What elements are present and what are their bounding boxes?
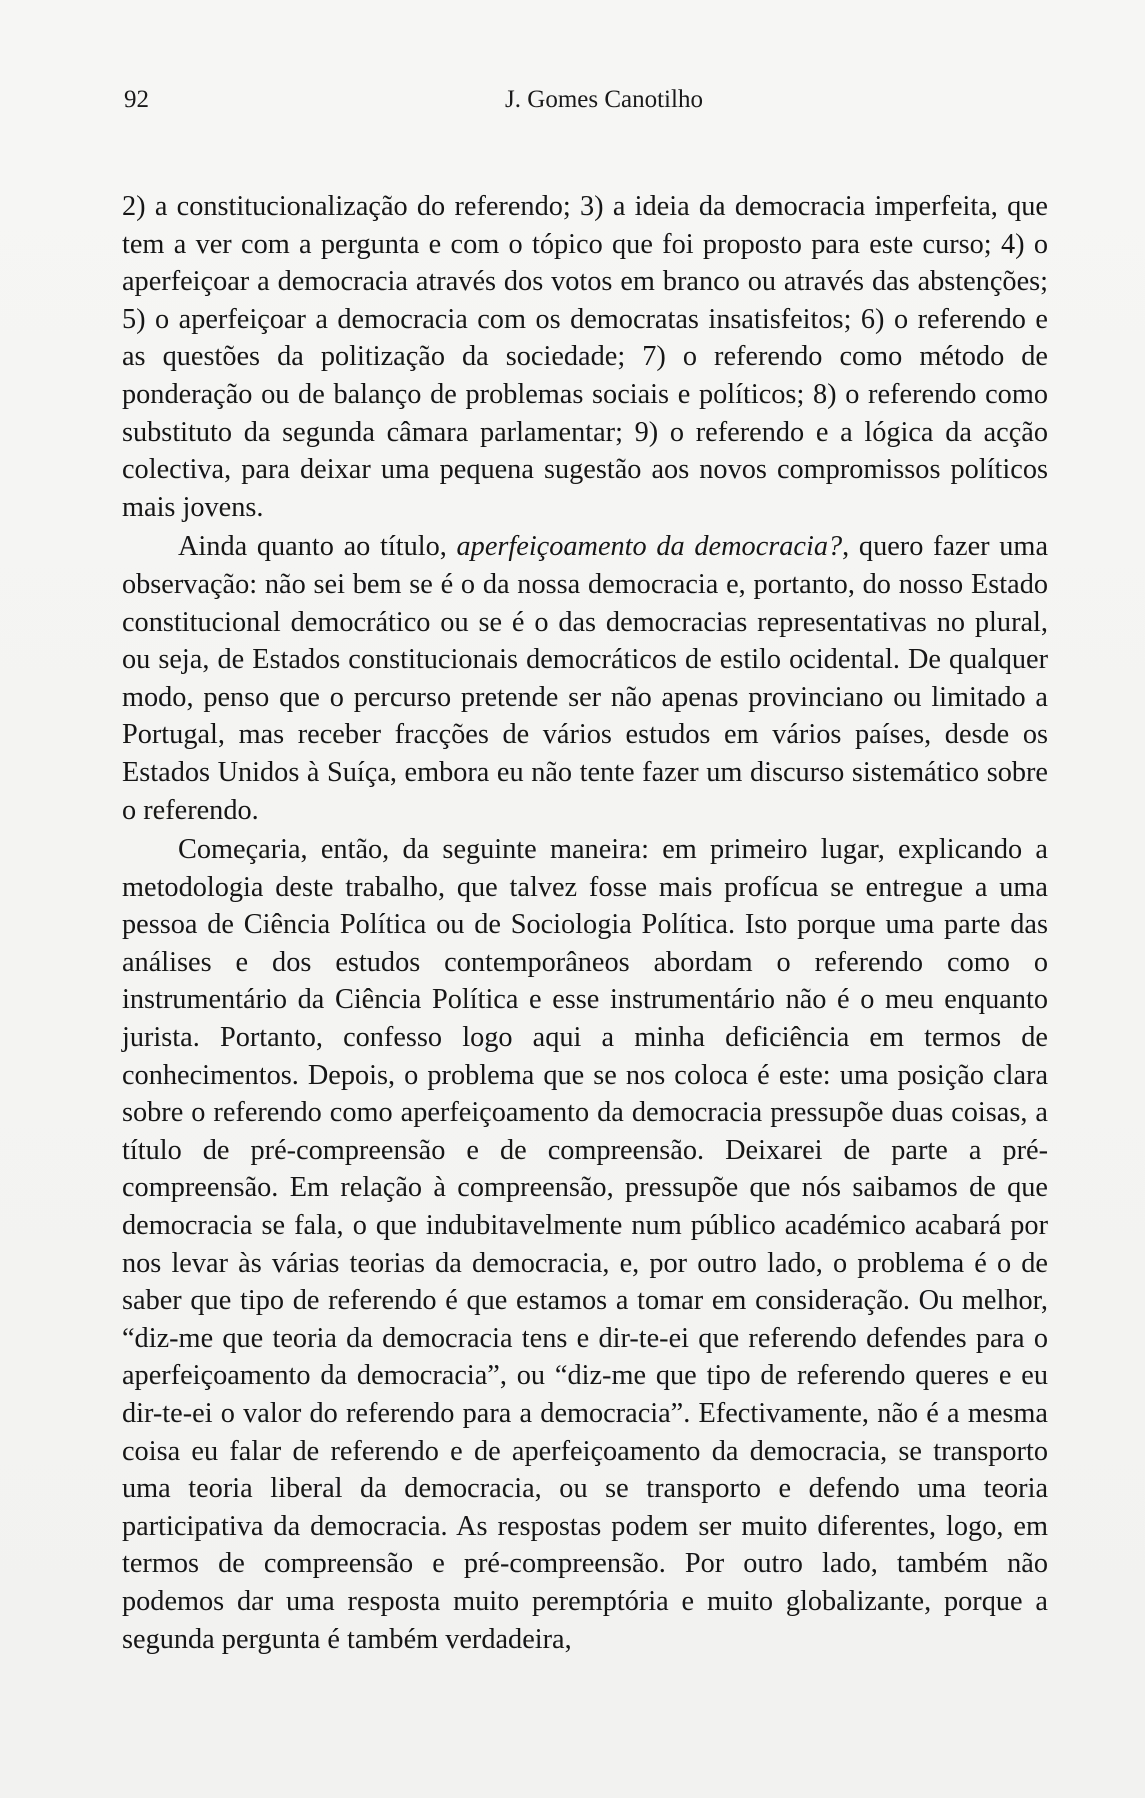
text-body — [122, 188, 1048, 1658]
paragraph-2-start: Ainda quanto ao título, — [178, 531, 457, 563]
page-header — [124, 86, 1044, 120]
paragraph-1: 2) a constitucionalização do referendo; 3) a ideia da democracia imperfeita, que tem a ver com a pergunta e com o tópico que foi proposto para este curso; 4) o aperfeiçoar a democracia através dos votos em branco ou através das abstenções; 5) o aperfeiçoar a democracia com os democratas insatisfeitos; 6) o referendo e as questões da politização da sociedade; 7) o referendo como método de ponderação ou de balanço de problemas sociais e políticos; 8) o referendo como substituto da segunda câmara parlamentar; 9) o referendo e a lógica da acção colectiva, para deixar uma pequena sugestão aos novos compromissos políticos mais jovens. — [122, 191, 1048, 523]
running-head: J. Gomes Canotilho — [505, 86, 703, 113]
paragraph-2-rest: , quero fazer uma observação: não sei bem se é o da nossa democracia e, portanto, do nosso Estado constitucional democrático ou se é o das democracias representativas no plural, ou seja, de Estados constitucionais democráticos de estilo ocidental. De qualquer modo, penso que o percurso pretende ser não apenas provinciano ou limitado a Portugal, mas receber fracções de vários estudos em vários países, desde os Estados Unidos à Suíça, embora eu não tente fazer um discurso sistemático sobre o referendo. — [122, 531, 1049, 826]
italic-title: aperfeiçoamento da democracia? — [456, 531, 843, 563]
paragraph-3: Começaria, então, da seguinte maneira: em primeiro lugar, explicando a metodologia deste trabalho, que talvez fosse mais profícua se entregue a uma pessoa de Ciência Política ou de Sociologia Política. Isto porque uma parte das análises e dos estudos contemporâneos abordam o referendo como o instrumentário da Ciência Política e esse instrumentário não é o meu enquanto jurista. Portanto, confesso logo aqui a minha deficiência em termos de conhecimentos. Depois, o problema que se nos coloca é este: uma posição clara sobre o referendo como aperfeiçoamento da democracia pressupõe duas coisas, a título de pré-compreensão e de compreensão. Deixarei de parte a pré-compreensão. Em relação à compreensão, pressupõe que nós saibamos de que democracia se fala, o que indubitavelmente num público académico acabará por nos levar às várias teorias da democracia, e, por outro lado, o problema é o de saber que tipo de referendo é que estamos a tomar em consideração. Ou melhor, “diz-me que teoria da democracia tens e dir-te-ei que referendo defendes para o aperfeiçoamento da democracia”, ou “diz-me que tipo de referendo queres e eu dir-te-ei o valor do referendo para a democracia”. Efectivamente, não é a mesma coisa eu falar de referendo e de aperfeiçoamento da democracia, se transporto uma teoria liberal da democracia, ou se transporto e defendo uma teoria participativa da democracia. As respostas podem ser muito diferentes, logo, em termos de compreensão e pré-compreensão. Por outro lado, também não podemos dar uma resposta muito peremptória e muito globalizante, porque a segunda pergunta é também verdadeira, — [122, 834, 1048, 1655]
page-number: 92 — [124, 86, 149, 113]
paragraph-2 — [122, 528, 1048, 829]
